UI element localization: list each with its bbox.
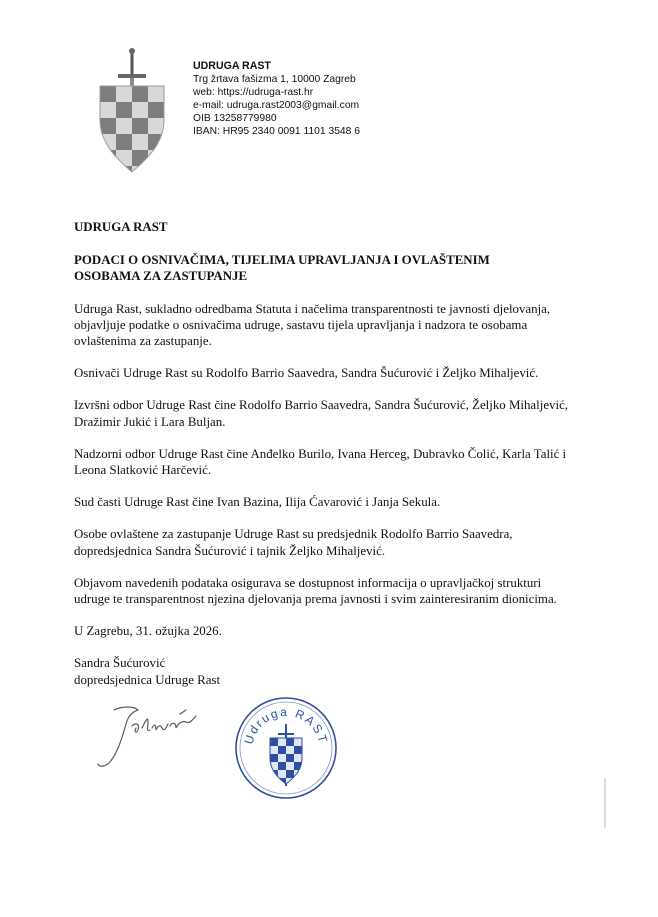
paragraph-supervisory-board: Nadzorni odbor Udruge Rast čine Anđelko Burilo, Ivana Herceg, Dubravko Čolić, Karla Talić i Leona Slatković Harčević. xyxy=(74,446,567,478)
paragraph-court-of-honour: Sud časti Udruge Rast čine Ivan Bazina, Ilija Ćavarović i Janja Sekula. xyxy=(74,495,441,510)
paragraph-founders: Osnivači Udruge Rast su Rodolfo Barrio Saavedra, Sandra Šućurović i Željko Mihaljević. xyxy=(74,366,539,381)
stamp-text: Udruga RAST xyxy=(241,704,331,746)
stamp-shield-checkerboard-icon xyxy=(232,694,340,802)
letterhead-email: e-mail: udruga.rast2003@gmail.com xyxy=(193,100,360,111)
place-date: U Zagrebu, 31. ožujka 2026. xyxy=(74,624,222,639)
letterhead-web: web: https://udruga-rast.hr xyxy=(193,87,314,98)
signatory-block xyxy=(74,655,574,687)
scan-mark xyxy=(600,778,610,828)
handwritten-signature-icon xyxy=(92,702,220,774)
signatory-role: dopredsjednica Udruge Rast xyxy=(74,672,221,687)
paragraph-executive-board: Izvršni odbor Udruge Rast čine Rodolfo Barrio Saavedra, Sandra Šućurović, Željko Mihaljević, Dražimir Jukić i Lara Buljan. xyxy=(74,398,569,429)
shield-sword-checkerboard-icon xyxy=(96,48,168,176)
org-heading: UDRUGA RAST xyxy=(74,220,168,234)
letterhead xyxy=(193,60,360,138)
document-title-line2: OSOBAMA ZA ZASTUPANJE xyxy=(74,269,248,284)
letterhead-iban: IBAN: HR95 2340 0091 1101 3548 6 xyxy=(193,126,360,137)
document-title-line1: PODACI O OSNIVAČIMA, TIJELIMA UPRAVLJANJA I OVLAŠTENIM xyxy=(74,253,490,268)
paragraph-conclusion: Objavom navedenih podataka osigurava se dostupnost informacija o upravljačkoj strukturi udruge te transparentnost njezina djelovanja prema javnosti i svim zainteresiranim dionicima. xyxy=(74,575,557,607)
document-body xyxy=(74,219,574,704)
paragraph-intro: Udruga Rast, sukladno odredbama Statuta i načelima transparentnosti te javnosti djelovanja, objavljuje podatke o osnivačima udruge, sastavu tijela upravljanja i nadzora te osobama ovlaštenima za zastupanje. xyxy=(74,301,551,349)
paragraph-representatives: Osobe ovlaštene za zastupanje Udruge Rast su predsjednik Rodolfo Barrio Saavedra, dopredsjednica Sandra Šućurović i tajnik Željko Mihaljević. xyxy=(74,527,513,558)
document-title xyxy=(74,252,574,284)
letterhead-oib: OIB 13258779980 xyxy=(193,113,277,124)
letterhead-address: Trg žrtava fašizma 1, 10000 Zagreb xyxy=(193,74,356,85)
signatory-name: Sandra Šućurović xyxy=(74,656,166,671)
letterhead-org-name: UDRUGA RAST xyxy=(193,60,271,72)
